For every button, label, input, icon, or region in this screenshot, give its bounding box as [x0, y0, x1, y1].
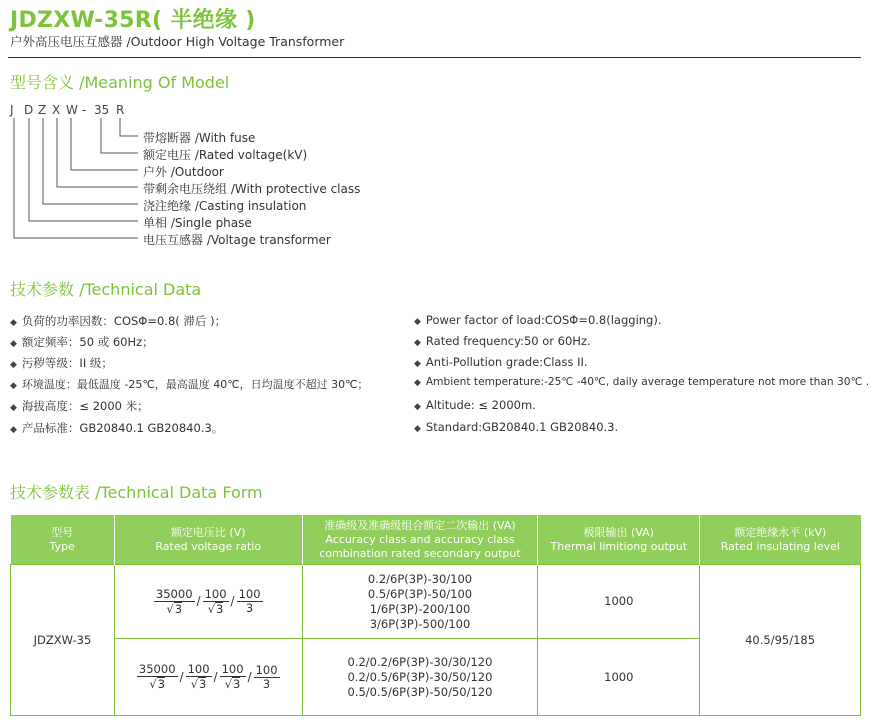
model-label: 单相 /Single phase — [143, 216, 252, 230]
accuracy-cell: 0.2/0.2/6P(3P)-30/30/120 0.2/0.5/6P(3P)-30/50/120 0.5/0.5/6P(3P)-50/50/120 — [302, 639, 538, 716]
diamond-icon: ◆ — [10, 381, 17, 391]
ratio-fraction: $\frac{100}{√3}$ — [221, 662, 244, 691]
tech-item-cn: ◆ 环境温度：最低温度 -25℃，最高温度 40℃，日均温度不超过 30℃； — [10, 378, 369, 391]
diamond-icon: ◆ — [10, 360, 17, 370]
table-header-row — [11, 515, 861, 565]
type-cell: JDZXW-35 — [11, 565, 115, 716]
model-code-char: X — [52, 103, 61, 117]
tech-item-cn: ◆ 污秽等级：II 级； — [10, 356, 113, 370]
model-code-char: R — [116, 103, 125, 117]
ratio-fraction: $\frac{100}{3}$ — [238, 587, 261, 615]
model-heading: 型号含义 /Meaning Of Model — [10, 73, 230, 92]
model-code-char: Z — [38, 103, 47, 117]
ratio-separator: / — [213, 669, 218, 684]
model-code-char: 35 — [94, 103, 110, 117]
ratio-fraction: $\frac{35000}{√3}$ — [138, 662, 176, 691]
model-code-char: - — [82, 103, 87, 117]
diamond-icon: ◆ — [414, 317, 421, 327]
diamond-icon: ◆ — [10, 425, 17, 435]
ratio-separator: / — [230, 594, 235, 608]
diamond-icon: ◆ — [414, 402, 421, 412]
diamond-icon: ◆ — [10, 318, 17, 328]
tech-item-cn: ◆ 额定频率：50 或 60Hz； — [10, 335, 154, 349]
model-code-char: D — [24, 103, 34, 117]
header-accuracy: 准确级及准确级组合额定二次输出 (VA) Accuracy class and accuracy class combination rated secondary output — [302, 515, 538, 565]
limit-cell: 1000 — [538, 639, 700, 716]
header-type: 型号 Type — [11, 515, 115, 565]
model-code-char: W — [66, 103, 78, 117]
model-code-char: J — [10, 103, 14, 117]
tech-item-cn: ◆ 产品标准：GB20840.1 GB20840.3。 — [10, 421, 224, 435]
tech-item-en: ◆ Standard:GB20840.1 GB20840.3. — [414, 420, 619, 434]
tech-item-en: ◆ Altitude: ≤ 2000m. — [414, 398, 536, 412]
insulation-cell: 40.5/95/185 — [700, 565, 861, 716]
tech-item-en: ◆ Power factor of load:COSΦ=0.8(lagging). — [414, 313, 662, 327]
model-connector-lines — [0, 0, 875, 260]
model-label: 额定电压 /Rated voltage(kV) — [143, 148, 308, 162]
table-row — [11, 565, 861, 639]
tech-item-cn: ◆ 负荷的功率因数：COSΦ=0.8( 滞后 )； — [10, 314, 227, 328]
header-insulation: 额定绝缘水平 (kV) Rated insulating level — [700, 515, 861, 565]
tech-item-cn: ◆ 海拔高度：≤ 2000 米； — [10, 399, 149, 413]
ratio-separator: / — [247, 669, 252, 684]
accuracy-cell: 0.2/6P(3P)-30/100 0.5/6P(3P)-50/100 1/6P(3P)-200/100 3/6P(3P)-500/100 — [302, 565, 538, 639]
ratio-separator: / — [196, 594, 201, 608]
page-title: JDZXW-35R( 半绝缘 ) — [10, 8, 256, 33]
tech-item-en: ◆ Anti-Pollution grade:Class II. — [414, 355, 588, 369]
technical-heading: 技术参数 /Technical Data — [10, 280, 202, 299]
form-heading: 技术参数表 /Technical Data Form — [10, 483, 263, 502]
ratio-cell — [114, 639, 302, 716]
tech-item-en: ◆ Ambient temperature:-25℃ -40℃, daily average temperature not more than 30℃ . — [414, 376, 870, 388]
ratio-fraction: $\frac{100}{√3}$ — [187, 662, 210, 691]
header-ratio: 额定电压比 (V) Rated voltage ratio — [114, 515, 302, 565]
model-label: 电压互感器 /Voltage transformer — [143, 233, 331, 247]
diamond-icon: ◆ — [10, 339, 17, 349]
page-subtitle: 户外高压电压互感器 /Outdoor High Voltage Transformer — [10, 34, 345, 49]
diamond-icon: ◆ — [414, 378, 421, 388]
diamond-icon: ◆ — [414, 424, 421, 434]
diamond-icon: ◆ — [414, 338, 421, 348]
ratio-fraction: $\frac{35000}{√3}$ — [155, 586, 193, 616]
ratio-fraction: $\frac{100}{3}$ — [255, 662, 278, 691]
ratio-cell — [114, 565, 302, 639]
model-label: 浇注绝缘 /Casting insulation — [143, 199, 307, 213]
model-label: 带剩余电压绕组 /With protective class — [143, 182, 361, 196]
model-label: 带熔断器 /With fuse — [143, 131, 256, 145]
diamond-icon: ◆ — [10, 403, 17, 413]
limit-cell: 1000 — [538, 565, 700, 639]
model-label: 户外 /Outdoor — [143, 165, 224, 179]
tech-item-en: ◆ Rated frequency:50 or 60Hz. — [414, 334, 591, 348]
ratio-fraction: $\frac{100}{√3}$ — [204, 586, 227, 616]
technical-data-table — [10, 515, 861, 716]
diamond-icon: ◆ — [414, 359, 421, 369]
ratio-separator: / — [179, 669, 184, 684]
header-limit: 极限输出 (VA) Thermal limitiong output — [538, 515, 700, 565]
